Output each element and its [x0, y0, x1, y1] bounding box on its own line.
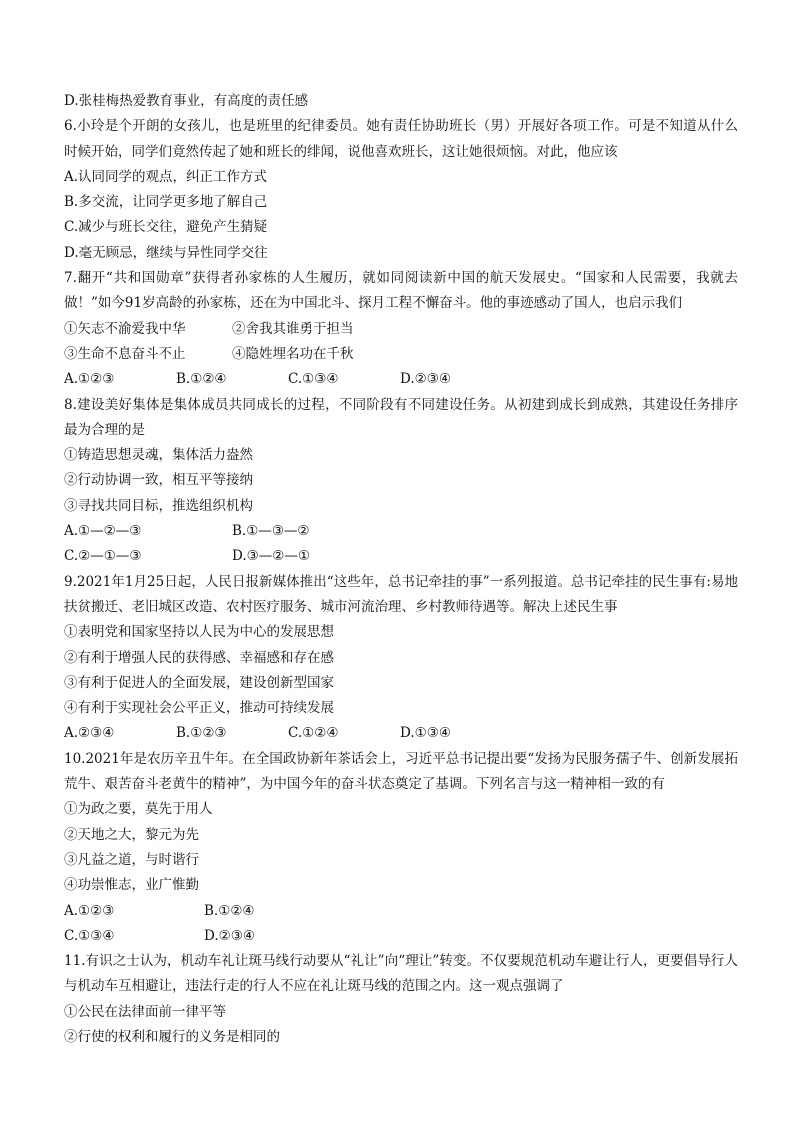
q9-item-4: ④有利于实现社会公平正义，推动可持续发展: [64, 700, 334, 717]
q10-option-a: A.①②③: [64, 902, 115, 919]
q10-option-d: D.②③④: [204, 927, 255, 944]
q6-stem: 6.小玲是个开朗的女孩儿，也是班里的纪律委员。她有责任协助班长（男）开展好各项工作。可是不知道从什么时候开始，同学们竟然传起了她和班长的绯闻，说他喜欢班长，这让她很烦恼。对此，他应该: [64, 118, 738, 160]
q8-options-row-1: [64, 519, 738, 544]
q7-option-a: A.①②③: [64, 371, 115, 388]
q7-option-d: D.②③④: [400, 371, 451, 388]
q10-options-row-2: [64, 924, 738, 949]
q9-option-c: C.①②④: [288, 725, 339, 742]
q7-option-c: C.①③④: [288, 371, 339, 388]
q7-items-row-1: [64, 317, 738, 342]
q10-item-2: ②天地之大，黎元为先: [64, 826, 199, 843]
q7-options: [64, 367, 738, 392]
question-7: [64, 266, 738, 392]
question-9: [64, 570, 738, 747]
q11-item-1: ①公民在法律面前一律平等: [64, 1003, 226, 1020]
q9-options: [64, 721, 738, 746]
question-6: [64, 114, 738, 266]
q10-option-c: C.①③④: [64, 927, 115, 944]
q11-item-2: ②行使的权利和履行的义务是相同的: [64, 1028, 280, 1045]
q9-stem: 9.2021年1月25日起，人民日报新媒体推出“这些年，总书记牵挂的事”一系列报道。总书记牵挂的民生事有:易地扶贫搬迁、老旧城区改造、农村医疗服务、城市河流治理、乡村教师待遇等。解决上述民生事: [64, 573, 738, 615]
q8-options-row-2: [64, 544, 738, 569]
q9-item-3: ③有利于促进人的全面发展，建设创新型国家: [64, 674, 334, 691]
q6-option-b: B.多交流，让同学更多地了解自己: [64, 194, 268, 211]
q8-stem: 8.建设美好集体是集体成员共同成长的过程，不同阶段有不同建设任务。从初建到成长到成熟，其建设任务排序最为合理的是: [64, 396, 738, 438]
q7-item-1: ①矢志不渝爱我中华: [64, 320, 186, 337]
q11-stem: 11.有识之士认为，机动车礼让斑马线行动要从“礼让”向“理让”转变。不仅要规范机动车避让行人，更要倡导行人与机动车互相避让，违法行走的行人不应在礼让斑马线的范围之内。这一观点强调了: [64, 953, 738, 995]
q9-option-b: B.①②③: [176, 725, 227, 742]
q8-item-2: ②行动协调一致，相互平等接纳: [64, 472, 253, 489]
question-10: [64, 747, 738, 949]
q8-option-a: A.①—②—③: [64, 523, 142, 540]
q9-option-d: D.①③④: [400, 725, 451, 742]
q10-item-3: ③凡益之道，与时谐行: [64, 851, 199, 868]
q7-stem: 7.翻开“共和国勋章”获得者孙家栋的人生履历，就如同阅读新中国的航天发展史。“国家和人民需要，我就去做！”如今91岁高龄的孙家栋，还在为中国北斗、探月工程不懈奋斗。他的事迹感动了国人，也启示我们: [64, 270, 738, 312]
question-8: [64, 393, 738, 570]
q7-item-4: ④隐姓埋名功在千秋: [232, 345, 354, 362]
q7-item-3: ③生命不息奋斗不止: [64, 345, 186, 362]
q10-option-b: B.①②④: [204, 902, 255, 919]
q7-item-2: ②舍我其谁勇于担当: [232, 320, 354, 337]
q10-stem: 10.2021年是农历辛丑牛年。在全国政协新年茶话会上，习近平总书记提出要“发扬为民服务孺子牛、创新发展拓荒牛、艰苦奋斗老黄牛的精神”，为中国今年的奋斗状态奠定了基调。下列名言与这一精神相一致的有: [64, 750, 738, 793]
q9-item-2: ②有利于增强人民的获得感、幸福感和存在感: [64, 649, 334, 666]
q8-option-c: C.②—①—③: [64, 548, 142, 565]
q10-options-row-1: [64, 899, 738, 924]
q9-item-1: ①表明党和国家坚持以人民为中心的发展思想: [64, 624, 334, 641]
q6-option-c: C.减少与班长交往，避免产生猜疑: [64, 219, 268, 236]
q8-option-b: B.①—③—②: [232, 523, 310, 540]
q5-option-d: D.张桂梅热爱教育事业，有高度的责任感: [64, 93, 309, 109]
q10-item-1: ①为政之要，莫先于用人: [64, 801, 213, 818]
q10-item-4: ④功崇惟志，业广惟勤: [64, 877, 199, 894]
q8-option-d: D.③—②—①: [232, 548, 310, 565]
question-11: [64, 949, 738, 1050]
q7-option-b: B.①②④: [176, 371, 227, 388]
q7-items-row-2: [64, 342, 738, 367]
q6-option-a: A.认同同学的观点，纠正工作方式: [64, 168, 268, 185]
q6-option-d: D.毫无顾忌，继续与异性同学交往: [64, 244, 268, 261]
q8-item-1: ①铸造思想灵魂，集体活力盎然: [64, 447, 253, 464]
q9-option-a: A.②③④: [64, 725, 115, 742]
q8-item-3: ③寻找共同目标，推选组织机构: [64, 497, 253, 514]
